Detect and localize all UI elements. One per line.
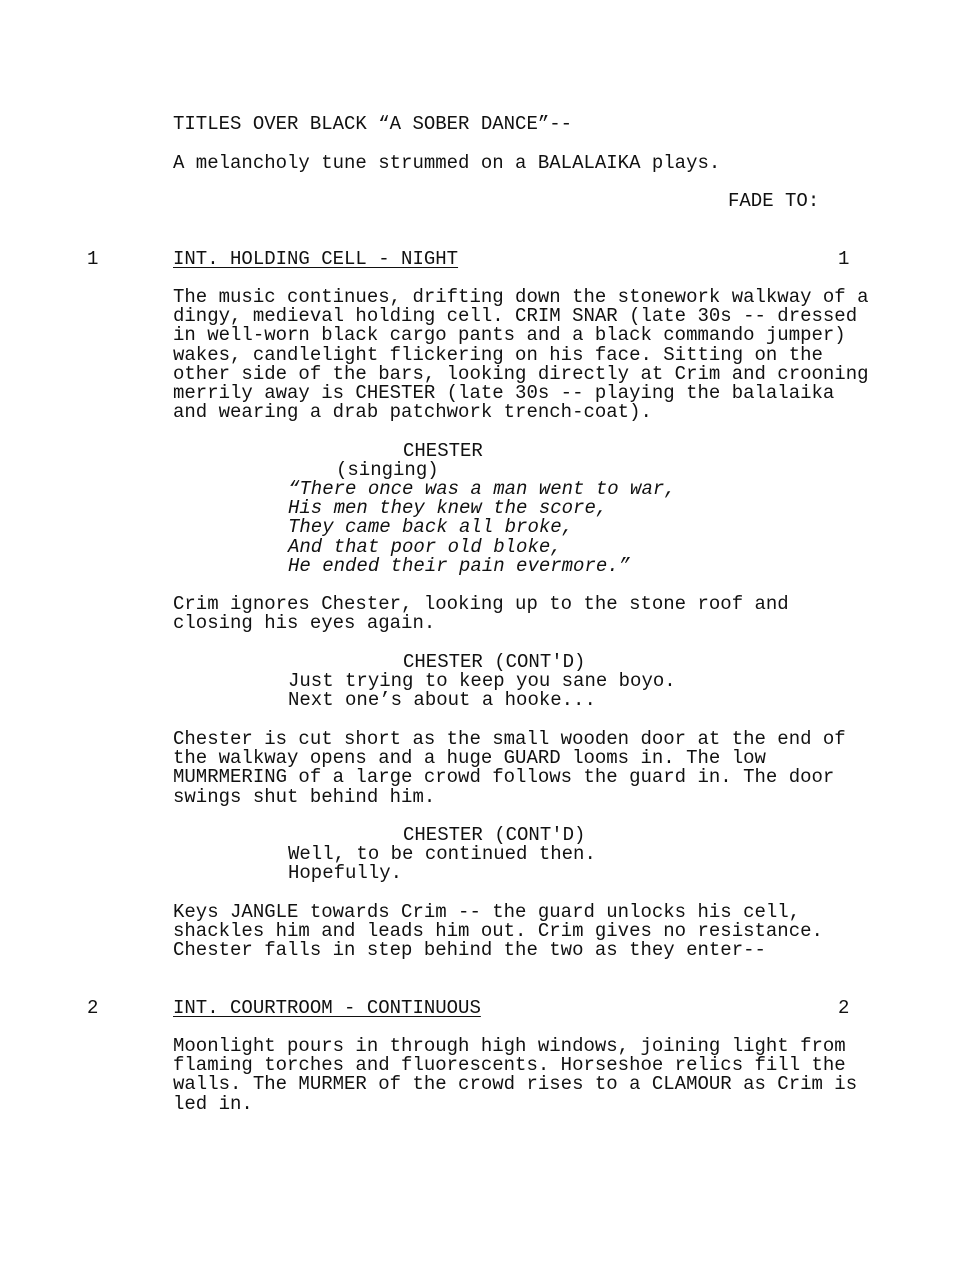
scene-1-action-2: Crim ignores Chester, looking up to the stone roof and closing his eyes again. <box>173 593 789 635</box>
dialogue-1-parenthetical: (singing) <box>336 459 439 481</box>
scene-1-action-4: Keys JANGLE towards Crim -- the guard unlocks his cell, shackles him and leads him out. Crim gives no resistance. Chester falls in step behind the two as they enter-- <box>173 901 823 962</box>
scene-2-number-left: 2 <box>87 997 99 1019</box>
dialogue-1-lines: “There once was a man went to war, His men they knew the score, They came back all broke, And that poor old bloke, He ended their pain evermore.” <box>288 478 676 577</box>
scene-1-action-1: The music continues, drifting down the stonework walkway of a dingy, medieval holding cell. CRIM SNAR (late 30s -- dressed in well-worn black cargo pants and a black commando jumper) wakes, candlelight flickering on his face. Sitting on the other side of the bars, looking directly at Crim and crooning merrily away is CHESTER (late 30s -- playing the balalaika and wearing a drab patchwork trench-coat). <box>173 286 869 424</box>
dialogue-1-character: CHESTER <box>403 440 483 462</box>
scene-2-number-right: 2 <box>838 997 850 1019</box>
dialogue-2-lines: Just trying to keep you sane boyo. Next one’s about a hooke... <box>288 670 676 712</box>
scene-1-number-right: 1 <box>838 248 850 270</box>
scene-2-heading: INT. COURTROOM - CONTINUOUS <box>173 997 481 1019</box>
titles-line: TITLES OVER BLACK “A SOBER DANCE”-- <box>173 113 573 135</box>
scene-1-number-left: 1 <box>87 248 99 270</box>
opening-action: A melancholy tune strummed on a BALALAIKA plays. <box>173 152 721 174</box>
dialogue-3-character: CHESTER (CONT'D) <box>403 824 586 846</box>
dialogue-2-character: CHESTER (CONT'D) <box>403 651 586 673</box>
scene-1-action-3: Chester is cut short as the small wooden door at the end of the walkway opens and a huge GUARD looms in. The low MUMRMERING of a large crowd follows the guard in. The door swings shut behind him. <box>173 728 846 808</box>
transition-fade-to: FADE TO: <box>728 190 820 212</box>
scene-1-heading: INT. HOLDING CELL - NIGHT <box>173 248 459 270</box>
scene-2-action-1: Moonlight pours in through high windows, joining light from flaming torches and fluorescents. Horseshoe relics fill the walls. The MURMER of the crowd rises to a CLAMOUR as Crim is led in. <box>173 1035 858 1115</box>
dialogue-3-lines: Well, to be continued then. Hopefully. <box>288 843 596 885</box>
